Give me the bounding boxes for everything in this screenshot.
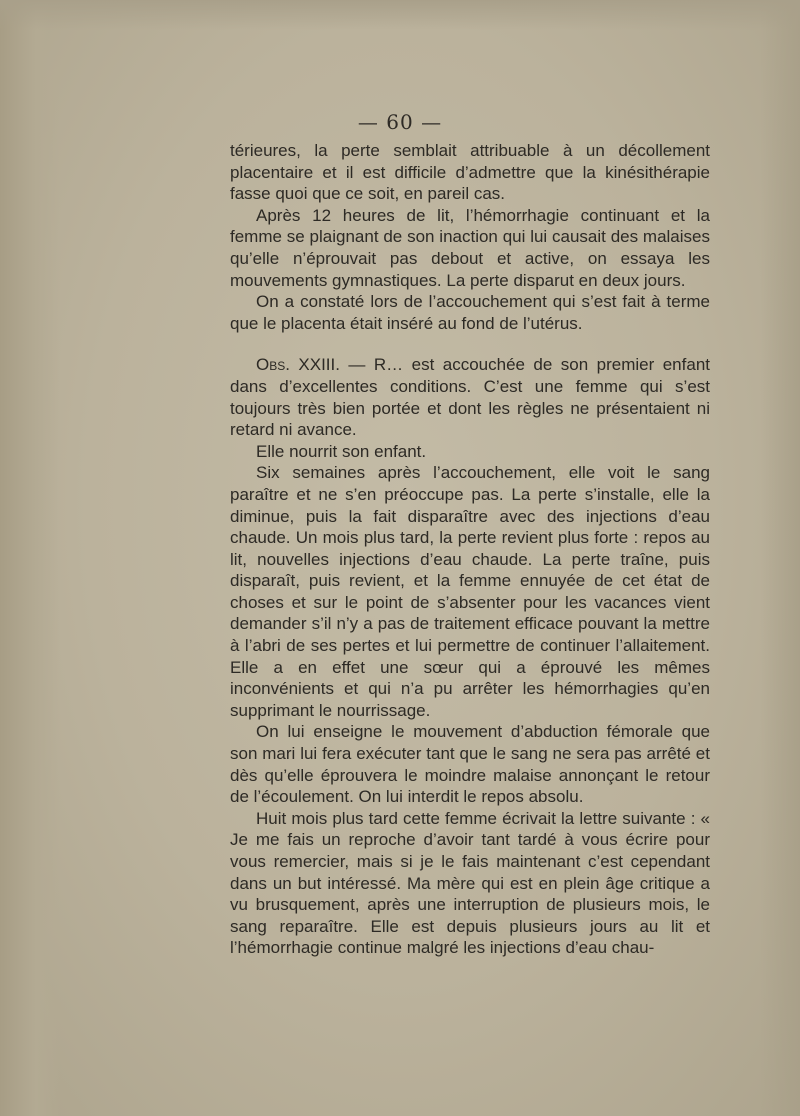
paragraph: Après 12 heures de lit, l’hémorrhagie continuant et la femme se plaignant de son inaction qui lui causait des malaises qu’elle n’éprouvait pas debout et active, on essaya les mouvements gymnastiques. La perte disparut en deux jours. [230, 205, 710, 290]
section-gap [230, 334, 710, 354]
paragraph: Huit mois plus tard cette femme écrivait la lettre suivante : « Je me fais un reproche d’avoir tant tardé à vous écrire pour vous remercier, mais si je le fais maintenant c’est cependant dans un but intéressé. Ma mère qui est en plein âge critique a vu brusquement, après une interruption de plusieurs mois, le sang reparaître. Elle est depuis plusieurs jours au lit et l’hémorrhagie continue malgré les injections d’eau chau- [230, 808, 710, 958]
page-left-shadow [0, 0, 60, 1116]
page-number: — 60 — [357, 110, 443, 134]
page-right-shadow [760, 0, 800, 1116]
observation-text: — R… est accouchée de son premier enfant dans d’excellentes conditions. C’est une femme qui s’est toujours très bien portée et dont les règles ne présentaient ni retard ni avance. [230, 355, 710, 440]
observation-label: Obs. XXIII. [256, 355, 340, 375]
paragraph: Six semaines après l’accouchement, elle voit le sang paraître et ne s’en préoccupe pas. La perte s’installe, elle la diminue, puis la fait disparaître avec des injections d’eau chaude. Un mois plus tard, la perte revient plus forte : repos au lit, nouvelles injections d’eau chaude. La perte traîne, puis disparaît, puis revient, et la femme ennuyée de cet état de choses et sur le point de s’absenter pour les vacances vient demander s’il n’y a pas de traitement efficace pouvant la mettre à l’abri de ses pertes et lui permettre de continuer l’allaitement. Elle a en effet une sœur qui a éprouvé les mêmes inconvénients et qui n’a pu arrêter les hémorrhagies qu’en supprimant le nourrissage. [230, 463, 710, 720]
page-top-shadow [0, 0, 800, 30]
paragraph: On a constaté lors de l’accouchement qui s’est fait à terme que le placenta était inséré au fond de l’utérus. [230, 292, 710, 333]
paragraph: térieures, la perte semblait attribuable à un décollement placentaire et il est difficile d’admettre que la kinésithérapie fasse quoi que ce soit, en pareil cas. [230, 141, 710, 204]
body-text [230, 140, 710, 959]
paragraph: On lui enseigne le mouvement d’abduction fémorale que son mari lui fera exécuter tant que le sang ne sera pas arrêté et dès qu’elle éprouvera le moindre malaise annonçant le retour de l’écoulement. On lui interdit le repos absolu. [230, 722, 710, 807]
observation-paragraph [230, 354, 710, 440]
paragraph: Elle nourrit son enfant. [256, 441, 427, 461]
